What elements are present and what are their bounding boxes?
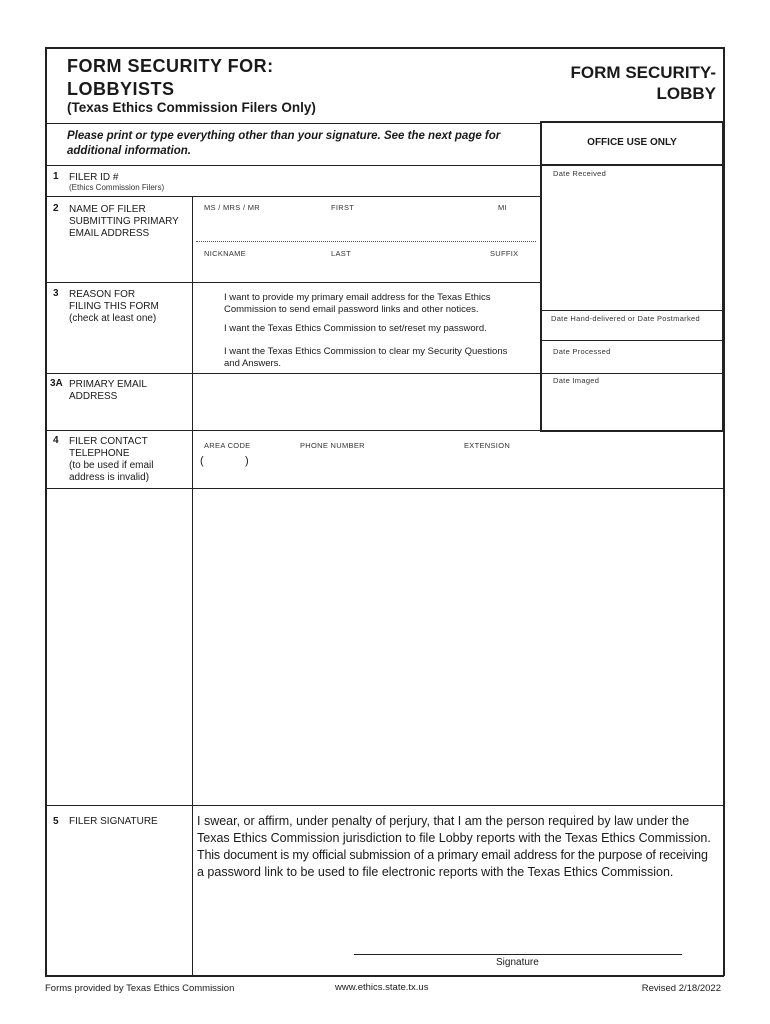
reason-option-1-line2: Commission to send email password links and other notices. (224, 304, 479, 315)
date-hand-delivered-label: Date Hand-delivered or Date Postmarked (551, 314, 700, 323)
reason-label-line1: REASON FOR (69, 289, 136, 300)
ms-mrs-mr-field[interactable] (196, 214, 321, 238)
signature-line (354, 954, 682, 955)
section-1-number: 1 (53, 171, 59, 182)
date-received-label: Date Received (553, 169, 607, 178)
oath-line4: a password link to be used to file electronic reports with the Texas Ethics Commission. (197, 865, 674, 879)
oath-line3: This document is my official submission of a primary email address for the purpose of receiving (197, 848, 708, 862)
office-box-left (540, 121, 542, 432)
blank-section (47, 490, 722, 803)
date-processed-label: Date Processed (553, 347, 611, 356)
reason-option-1-line1: I want to provide my primary email address for the Texas Ethics (224, 292, 491, 303)
name-label-line3: EMAIL ADDRESS (69, 228, 150, 239)
footer-website: www.ethics.state.tx.us (335, 982, 429, 993)
extension-label: EXTENSION (464, 441, 511, 450)
form-title-line1: FORM SECURITY FOR: (67, 56, 274, 76)
reason-option-3-line1: I want the Texas Ethics Commission to clear my Security Questions (224, 346, 508, 357)
filer-id-note: (Ethics Commission Filers) (69, 183, 165, 192)
reason-option-2-text: I want the Texas Ethics Commission to set/reset my password. (224, 323, 487, 334)
instructions-line2: additional information. (67, 145, 191, 157)
middle-initial-field[interactable] (490, 214, 536, 238)
extension-field[interactable] (462, 454, 542, 470)
phone-number-label: PHONE NUMBER (300, 441, 365, 450)
reason-label-line3: (check at least one) (69, 313, 157, 324)
reason-option-clear-security-questions[interactable] (200, 344, 535, 372)
name-label-line1: NAME OF FILER (69, 204, 146, 215)
telephone-label-line3: (to be used if email (69, 460, 154, 471)
row-divider-6 (45, 805, 724, 806)
office-box-row-divider-1 (540, 310, 724, 311)
row-divider-2 (45, 282, 540, 283)
date-imaged-field[interactable] (543, 388, 721, 428)
section-4-number: 4 (53, 435, 59, 446)
area-code-close-paren: ) (245, 455, 249, 467)
primary-email-field[interactable] (194, 375, 538, 429)
date-imaged-label: Date Imaged (553, 376, 600, 385)
oath-line2: Texas Ethics Commission jurisdiction to file Lobby reports with the Texas Ethics Commission. (197, 831, 711, 845)
section-3-number: 3 (53, 288, 59, 299)
nickname-field[interactable] (196, 260, 321, 280)
last-name-label: LAST (331, 249, 351, 258)
form-id-line2: LOBBY (656, 84, 716, 103)
suffix-label: SUFFIX (490, 249, 519, 258)
reason-option-3-line2: and Answers. (224, 358, 282, 369)
date-received-field[interactable] (543, 180, 721, 308)
form-title-line2: LOBBYISTS (67, 79, 175, 99)
form-id-line1: FORM SECURITY- (570, 63, 716, 82)
reason-option-reset-password[interactable] (200, 321, 535, 337)
reason-option-provide-email[interactable] (200, 290, 535, 318)
office-use-title: OFFICE USE ONLY (587, 137, 677, 148)
primary-email-label-line2: ADDRESS (69, 391, 118, 402)
first-name-label: FIRST (331, 203, 355, 212)
footer-revised-date: Revised 2/18/2022 (641, 983, 721, 994)
section-3a-number: 3A (50, 378, 63, 389)
nickname-label: NICKNAME (204, 249, 246, 258)
date-hand-delivered-field[interactable] (543, 325, 721, 339)
signature-field[interactable] (354, 915, 682, 953)
telephone-label-line2: TELEPHONE (69, 448, 130, 459)
telephone-label-line1: FILER CONTACT (69, 436, 148, 447)
area-code-label: AREA CODE (204, 441, 251, 450)
instructions-divider (45, 165, 540, 166)
row-divider-3 (45, 373, 540, 374)
office-box-right (722, 121, 724, 432)
row-divider-1 (45, 196, 540, 197)
footer-provider: Forms provided by Texas Ethics Commission (45, 983, 235, 994)
suffix-field[interactable] (486, 260, 536, 280)
section-2-number: 2 (53, 203, 59, 214)
oath-line1: I swear, or affirm, under penalty of perjury, that I am the person required by law under the (197, 814, 690, 828)
middle-initial-label: MI (498, 203, 507, 212)
filer-id-field[interactable] (193, 167, 538, 195)
last-name-field[interactable] (326, 260, 481, 280)
instructions-line1: Please print or type everything other than your signature. See the next page for (67, 130, 501, 142)
telephone-label-line4: address is invalid) (69, 472, 150, 483)
office-box-title-divider (540, 164, 724, 166)
filer-id-label: FILER ID # (69, 172, 119, 183)
office-box-row-divider-2 (540, 340, 724, 341)
office-box-row-divider-3 (540, 373, 724, 374)
ms-mrs-mr-label: MS / MRS / MR (204, 203, 260, 212)
area-code-open-paren: ( (200, 455, 204, 467)
filer-signature-label: FILER SIGNATURE (69, 816, 158, 827)
row-divider-5 (45, 488, 724, 489)
primary-email-label-line1: PRIMARY EMAIL (69, 379, 147, 390)
first-name-field[interactable] (326, 214, 486, 238)
office-box-top (540, 121, 724, 123)
signature-label: Signature (496, 957, 539, 968)
name-label-line2: SUBMITTING PRIMARY (69, 216, 179, 227)
phone-number-field[interactable] (296, 454, 456, 470)
frame-top-border (45, 47, 724, 49)
office-box-bottom (540, 430, 724, 432)
name-dotted-divider (196, 241, 536, 242)
reason-label-line2: FILING THIS FORM (69, 301, 159, 312)
frame-bottom-border (45, 975, 724, 977)
section-5-number: 5 (53, 816, 59, 827)
area-code-field[interactable] (206, 454, 244, 470)
date-processed-field[interactable] (543, 357, 721, 372)
header-divider (45, 123, 540, 124)
row-divider-4 (45, 430, 540, 431)
form-subtitle: (Texas Ethics Commission Filers Only) (67, 100, 316, 115)
